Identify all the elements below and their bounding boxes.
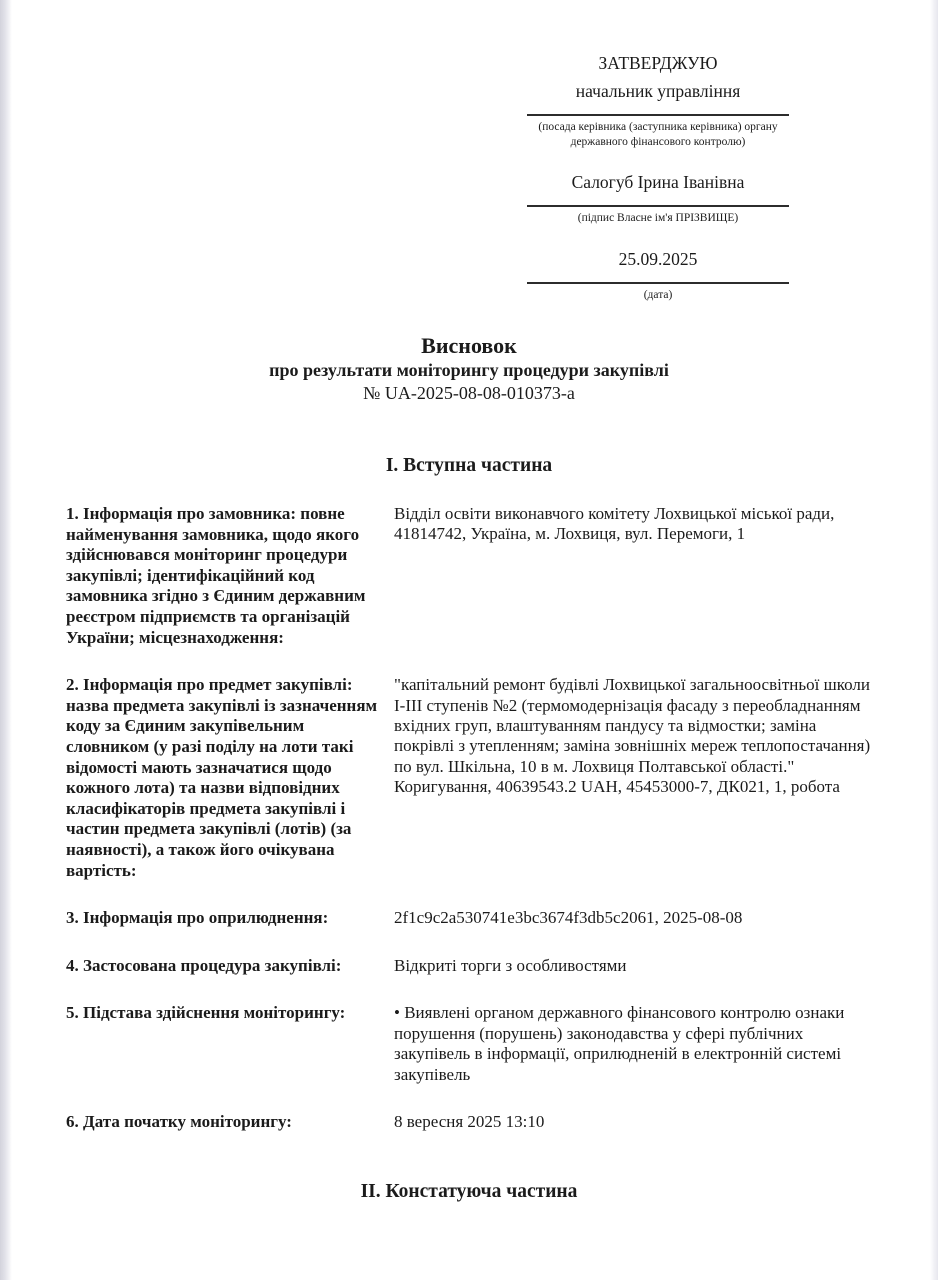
row-value: • Виявлені органом державного фінансового контролю ознаки порушення (порушень) законодавства у сфері публічних закупівель в інформації, оприлюдненій в електронній системі закупівель [394,1003,845,1084]
row-value: Відділ освіти виконавчого комітету Лохвицької міської ради, 41814742, Україна, м. Лохвиця, вул. Перемоги, 1 [394,504,835,544]
approver-position: начальник управління [527,80,789,116]
row-value: 8 вересня 2025 13:10 [394,1111,545,1131]
row-label: 5. Підстава здійснення моніторингу: [66,1003,346,1023]
document-subtitle: про результати моніторингу процедури закупівлі [269,360,669,380]
approval-stamp-label: ЗАТВЕРДЖУЮ [598,53,718,73]
approval-date-caption: (дата) [643,288,673,301]
table-row [66,504,878,648]
intro-table [66,504,878,1133]
row-label: 3. Інформація про оприлюднення: [66,908,329,928]
table-row [66,1003,878,1085]
table-row [66,908,878,929]
row-label: 2. Інформація про предмет закупівлі: назва предмета закупівлі із зазначенням коду за Єдиним закупівельним словником (у разі поділу на лоти такі відомості мають зазначатися щодо кожного лота) та назви відповідних класифікаторів предмета закупівлі і частин предмета закупівлі (лотів) (за наявності), а також його очікувана вартість: [66,675,378,880]
section-heading-intro: І. Вступна частина [385,455,553,476]
table-row [66,956,878,977]
approval-date: 25.09.2025 [527,248,789,284]
row-value: "капітальний ремонт будівлі Лохвицької загальноосвітньої школи І-ІІІ ступенів №2 (термомодернізація фасаду з переобладнанням вхідних груп, влаштуванням пандусу та відмостки; заміна покрівлі з утепленням; заміна зовнішніх мереж теплопостачання) по вул. Шкільна, 10 в м. Лохвиця Полтавської області." Коригування, 40639543.2 UAH, 45453000-7, ДК021, 1, робота [394,675,871,797]
section-heading-concluding: ІІ. Констатуюча частина [360,1180,578,1202]
document-number: № UA-2025-08-08-010373-a [363,383,575,403]
row-label: 1. Інформація про замовника: повне найменування замовника, щодо якого здійснювався моніторинг процедури закупівлі; ідентифікаційний код замовника згідно з Єдиним державним реєстром підприємств та організацій України; місцезнаходження: [66,504,366,647]
page-left-edge-shadow [0,0,12,1280]
approver-name: Салогуб Ірина Іванівна [527,171,789,207]
signature-caption: (підпис Власне ім'я ПРІЗВИЩЕ) [577,212,739,224]
document-title-block [0,332,938,405]
table-row [66,675,878,881]
row-label: 6. Дата початку моніторингу: [66,1111,292,1131]
document-title: Висновок [421,333,517,358]
row-label: 4. Застосована процедура закупівлі: [66,955,342,975]
approval-block [527,52,789,302]
row-value: 2f1c9c2a530741e3bc3674f3db5c2061, 2025-08-08 [394,908,743,928]
table-row [66,1112,878,1133]
row-value: Відкриті торги з особливостями [394,955,627,975]
page-right-edge-shadow [930,0,938,1280]
approver-position-caption: (посада керівника (заступника керівника) органу державного фінансового контролю) [538,121,778,148]
